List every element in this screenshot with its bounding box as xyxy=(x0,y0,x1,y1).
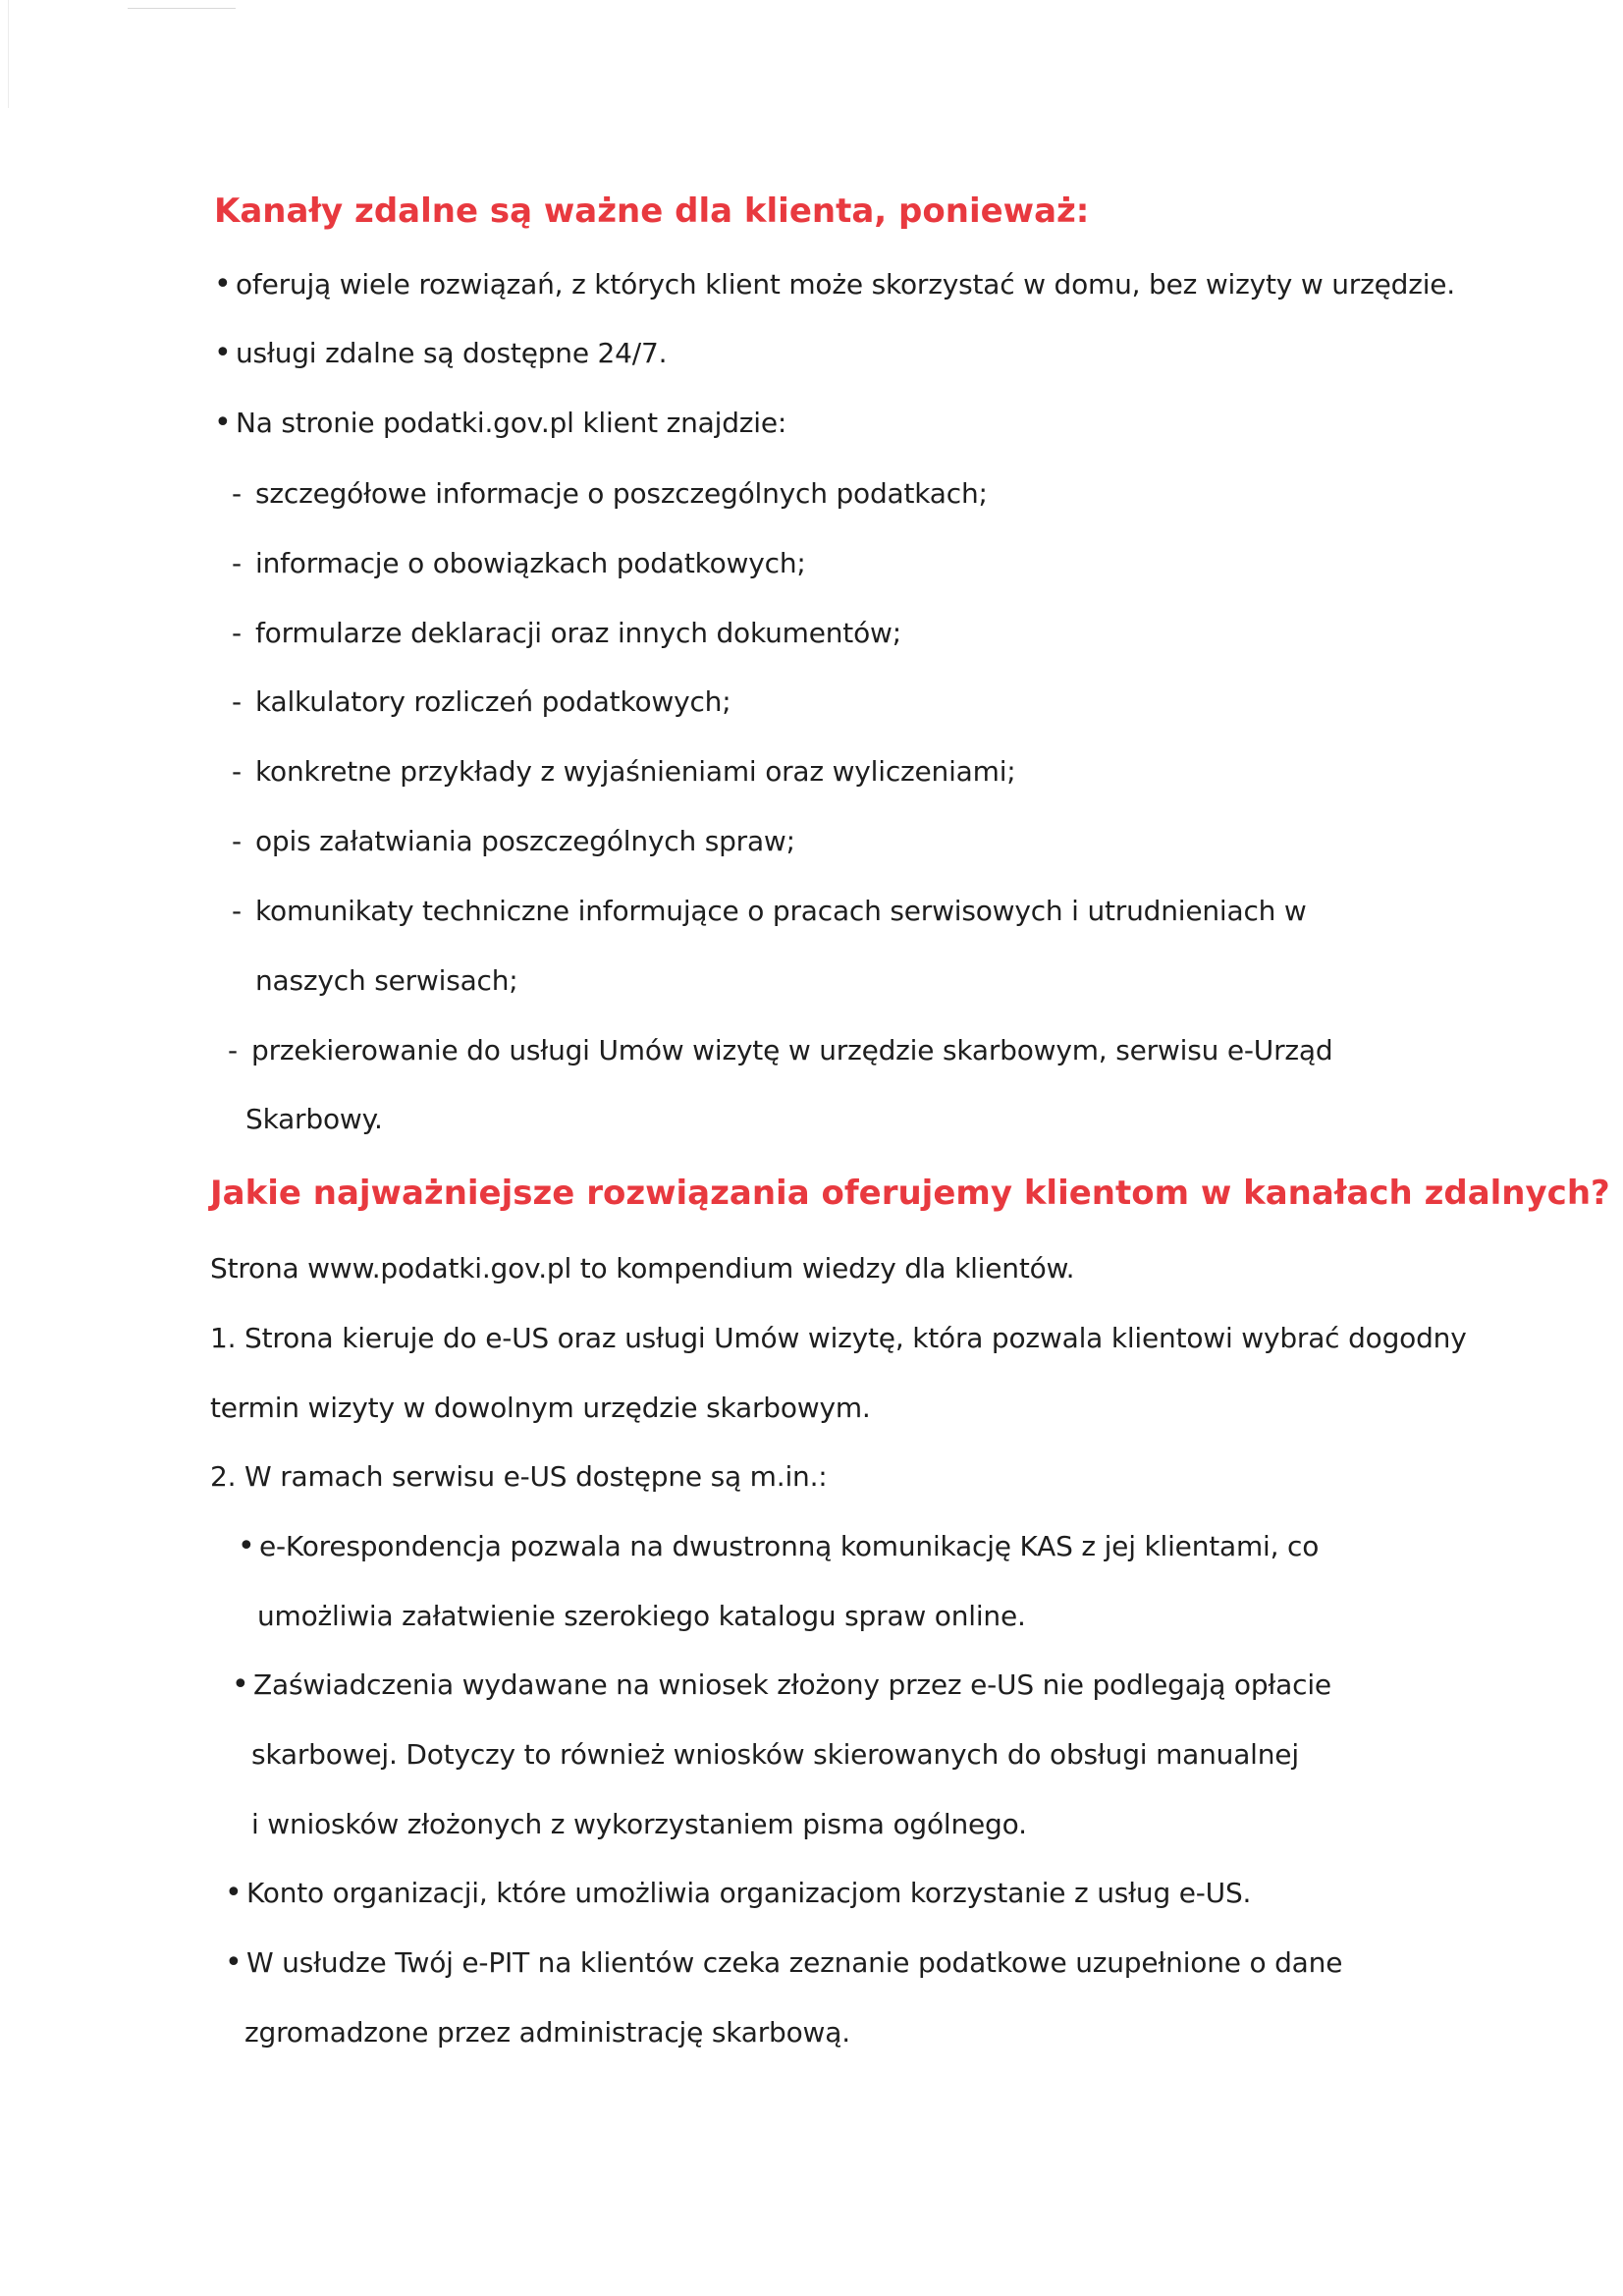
eus-bullet-continuation: i wniosków złożonych z wykorzystaniem pisma ogólnego. xyxy=(251,1808,1027,1840)
section2-heading: Jakie najważniejsze rozwiązania oferujemy klientom w kanałach zdalnych? xyxy=(210,1174,1610,1213)
eus-bullet-continuation: umożliwia załatwienie szerokiego katalogu spraw online. xyxy=(257,1600,1026,1632)
dash-item: - opis załatwiania poszczególnych spraw; xyxy=(232,824,795,859)
scan-artifact-edge xyxy=(8,0,9,108)
section1-heading: Kanały zdalne są ważne dla klienta, ponieważ: xyxy=(214,191,1090,231)
scan-artifact-line xyxy=(128,8,236,9)
dash-item-continuation: Skarbowy. xyxy=(245,1103,383,1135)
numbered-point: 2. W ramach serwisu e-US dostępne są m.in.: xyxy=(210,1460,828,1493)
dash-item: - przekierowanie do usługi Umów wizytę w urzędzie skarbowym, serwisu e-Urząd xyxy=(228,1033,1332,1068)
intro-paragraph: Strona www.podatki.gov.pl to kompendium wiedzy dla klientów. xyxy=(210,1252,1075,1285)
eus-bullet-continuation: zgromadzone przez administrację skarbową. xyxy=(244,2016,850,2049)
eus-bullet-item: • e-Korespondencja pozwala na dwustronną komunikację KAS z jej klientami, co xyxy=(238,1529,1319,1564)
dash-item-continuation: naszych serwisach; xyxy=(255,964,518,997)
dash-item: - formularze deklaracji oraz innych dokumentów; xyxy=(232,616,901,651)
numbered-point-continuation: termin wizyty w dowolnym urzędzie skarbowym. xyxy=(210,1392,871,1424)
eus-bullet-item: • W usłudze Twój e-PIT na klientów czeka zeznanie podatkowe uzupełnione o dane xyxy=(225,1945,1342,1981)
dash-item: - szczegółowe informacje o poszczególnych podatkach; xyxy=(232,476,988,512)
dash-item: - informacje o obowiązkach podatkowych; xyxy=(232,546,806,581)
bullet-item: • Na stronie podatki.gov.pl klient znajdzie: xyxy=(214,406,786,441)
bullet-item: • oferują wiele rozwiązań, z których klient może skorzystać w domu, bez wizyty w urzędzie. xyxy=(214,267,1455,302)
eus-bullet-item: • Konto organizacji, które umożliwia organizacjom korzystanie z usług e-US. xyxy=(225,1876,1251,1911)
eus-bullet-continuation: skarbowej. Dotyczy to również wniosków skierowanych do obsługi manualnej xyxy=(251,1738,1299,1771)
bullet-item: • usługi zdalne są dostępne 24/7. xyxy=(214,336,667,371)
dash-item: - kalkulatory rozliczeń podatkowych; xyxy=(232,684,730,720)
numbered-point: 1. Strona kieruje do e-US oraz usługi Umów wizytę, która pozwala klientowi wybrać dogodny xyxy=(210,1322,1467,1354)
dash-item: - konkretne przykłady z wyjaśnieniami oraz wyliczeniami; xyxy=(232,754,1016,790)
dash-item: - komunikaty techniczne informujące o pracach serwisowych i utrudnieniach w xyxy=(232,894,1307,929)
eus-bullet-item: • Zaświadczenia wydawane na wniosek złożony przez e-US nie podlegają opłacie xyxy=(232,1667,1331,1703)
